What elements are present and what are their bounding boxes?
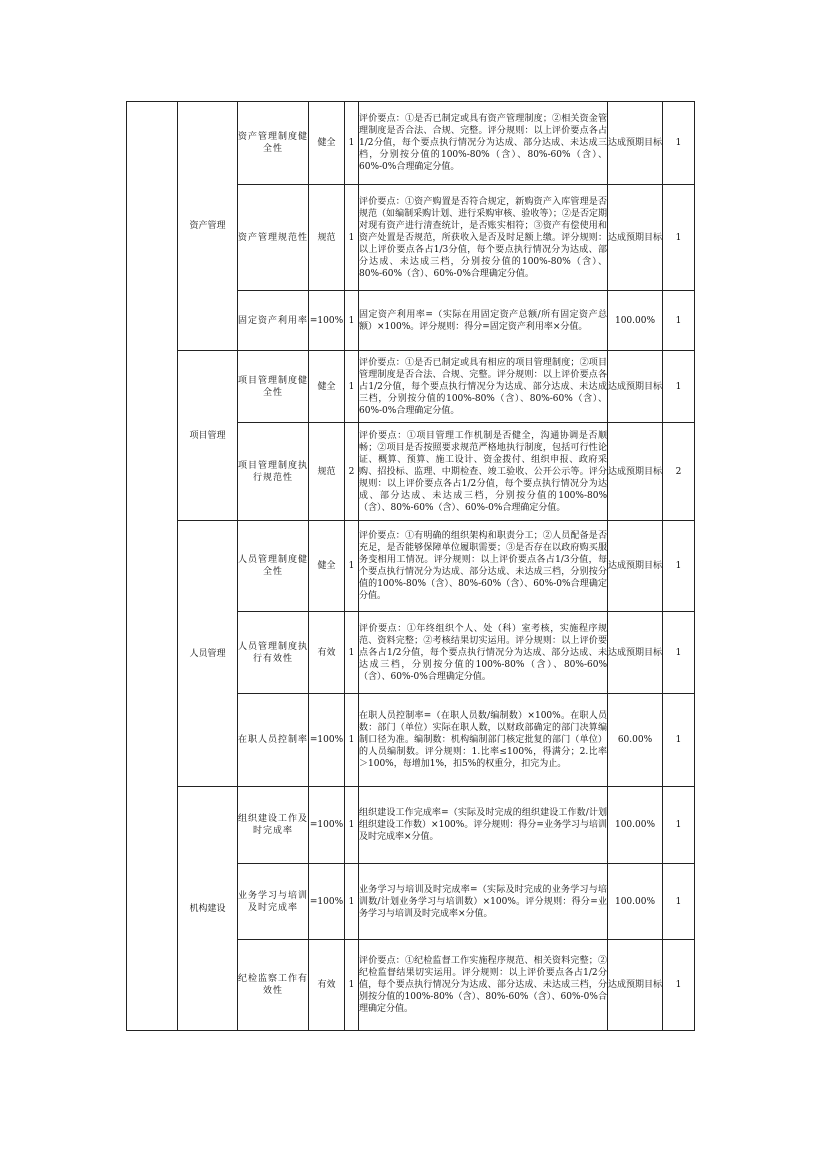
score-cell: 1 [663,864,695,940]
indicator-cell: 固定资产利用率 [238,291,309,351]
target-cell: 60.00% [608,694,663,787]
score-cell: 1 [663,787,695,864]
evaluation-table [126,101,695,1031]
score-cell: 1 [663,940,695,1031]
table-row [127,787,695,864]
score-cell: 1 [663,612,695,694]
table-row [127,521,695,612]
weight-cell: 1 [345,612,359,694]
target-cell: 达成预期目标 [608,185,663,291]
description-cell: 评价要点：①年终组织个人、处（科）室考核，实施程序规范、资料完整；②考核结果切实运用。评分规则：以上评价要点各占1/2分值，每个要点执行情况分为达成、部分达成、未达成三档，分别按分值的100%-80%（含）、80%-60%（含）、60%-0%合理确定分值。 [359,612,608,694]
category-cell: 资产管理 [178,102,238,351]
standard-cell: =100% [309,787,345,864]
standard-cell: 有效 [309,612,345,694]
description-cell: 评价要点：①是否已制定或具有相应的项目管理制度；②项目管理制度是否合法、合规、完整。评分规则：以上评价要点各占1/2分值，每个要点执行情况分为达成、部分达成、未达成三档，分别按分值的100%-80%（含）、80%-60%（含）、60%-0%合理确定分值。 [359,351,608,423]
description-cell: 组织建设工作完成率=（实际及时完成的组织建设工作数/计划组织建设工作数）×100%。评分规则：得分=业务学习与培训及时完成率×分值。 [359,787,608,864]
weight-cell: 1 [345,864,359,940]
standard-cell: =100% [309,694,345,787]
target-cell: 100.00% [608,864,663,940]
standard-cell: =100% [309,864,345,940]
score-cell: 1 [663,102,695,185]
indicator-cell: 项目管理制度执行规范性 [238,423,309,521]
score-cell: 1 [663,291,695,351]
standard-cell: 规范 [309,423,345,521]
table-row [127,102,695,185]
indicator-cell: 在职人员控制率 [238,694,309,787]
standard-cell: =100% [309,291,345,351]
weight-cell: 1 [345,102,359,185]
weight-cell: 2 [345,423,359,521]
target-cell: 100.00% [608,787,663,864]
target-cell: 达成预期目标 [608,521,663,612]
weight-cell: 1 [345,940,359,1031]
description-cell: 在职人员控制率=（在职人员数/编制数）×100%。在职人员数：部门（单位）实际在职人数，以财政部确定的部门决算编制口径为准。编制数：机构编制部门核定批复的部门（单位）的人员编制数。评分规则：1.比率≤100%，得满分；2.比率＞100%，每增加1%，扣5%的权重分，扣完为止。 [359,694,608,787]
weight-cell: 1 [345,291,359,351]
standard-cell: 健全 [309,351,345,423]
weight-cell: 1 [345,521,359,612]
standard-cell: 健全 [309,102,345,185]
indicator-cell: 人员管理制度执行有效性 [238,612,309,694]
category-cell: 项目管理 [178,351,238,521]
indicator-cell: 项目管理制度健全性 [238,351,309,423]
description-cell: 评价要点：①是否已制定或具有资产管理制度；②相关资金管理制度是否合法、合规、完整。评分规则：以上评价要点各占1/2分值，每个要点执行情况分为达成、部分达成、未达成三档，分别按分值的100%-80%（含）、80%-60%（含）、60%-0%合理确定分值。 [359,102,608,185]
indicator-cell: 组织建设工作及时完成率 [238,787,309,864]
category-cell: 机构建设 [178,787,238,1031]
indicator-cell: 纪检监察工作有效性 [238,940,309,1031]
target-cell: 达成预期目标 [608,612,663,694]
target-cell: 达成预期目标 [608,940,663,1031]
weight-cell: 1 [345,185,359,291]
score-cell: 1 [663,521,695,612]
level1-cell [127,102,178,1031]
description-cell: 评价要点：①项目管理工作机制是否健全，沟通协调是否顺畅；②项目是否按照要求规范严格地执行制度，包括可行性论证、概算、预算、施工设计、资金拨付、组织申报、政府采购、招投标、监理、中期检查、竣工验收、公开公示等。评分规则：以上评价要点各占1/2分值，每个要点执行情况分为达成、部分达成、未达成三档，分别按分值的100%-80%（含）、80%-60%（含）、60%-0%合理确定分值。 [359,423,608,521]
description-cell: 业务学习与培训及时完成率=（实际及时完成的业务学习与培训数/计划业务学习与培训数）×100%。评分规则：得分=业务学习与培训及时完成率×分值。 [359,864,608,940]
description-cell: 评价要点：①有明确的组织架构和职责分工；②人员配备是否充足，是否能够保障单位履职需要；③是否存在以政府购买服务变相用工情况。评分规则：以上评价要点各占1/3分值，每个要点执行情况分为达成、部分达成、未达成三档，分别按分值的100%-80%（含）、80%-60%（含）、60%-0%合理确定分值。 [359,521,608,612]
indicator-cell: 资产管理规范性 [238,185,309,291]
indicator-cell: 资产管理制度健全性 [238,102,309,185]
indicator-cell: 业务学习与培训及时完成率 [238,864,309,940]
table-row [127,351,695,423]
standard-cell: 规范 [309,185,345,291]
standard-cell: 有效 [309,940,345,1031]
score-cell: 2 [663,423,695,521]
category-cell: 人员管理 [178,521,238,787]
target-cell: 达成预期目标 [608,102,663,185]
description-cell: 评价要点：①纪检监督工作实施程序规范、相关资料完整；②纪检监督结果切实运用。评分规则：以上评价要点各占1/2分值，每个要点执行情况分为达成、部分达成、未达成三档，分别按分值的100%-80%（含）、80%-60%（含）、60%-0%合理确定分值。 [359,940,608,1031]
weight-cell: 1 [345,787,359,864]
weight-cell: 1 [345,694,359,787]
score-cell: 1 [663,351,695,423]
target-cell: 达成预期目标 [608,351,663,423]
weight-cell: 1 [345,351,359,423]
target-cell: 达成预期目标 [608,423,663,521]
score-cell: 1 [663,694,695,787]
score-cell: 1 [663,185,695,291]
target-cell: 100.00% [608,291,663,351]
description-cell: 固定资产利用率=（实际在用固定资产总额/所有固定资产总额）×100%。评分规则：得分=固定资产利用率×分值。 [359,291,608,351]
standard-cell: 健全 [309,521,345,612]
indicator-cell: 人员管理制度健全性 [238,521,309,612]
description-cell: 评价要点：①资产购置是否符合规定，新购资产入库管理是否规范（如编制采购计划、进行采购审核、验收等）；②是否定期对现有资产进行清查统计，是否账实相符；③资产有偿使用和资产处置是否规范，所获收入是否及时足额上缴。评分规则：以上评价要点各占1/3分值，每个要点执行情况分为达成、部分达成、未达成三档，分别按分值的100%-80%（含）、80%-60%（含）、60%-0%合理确定分值。 [359,185,608,291]
